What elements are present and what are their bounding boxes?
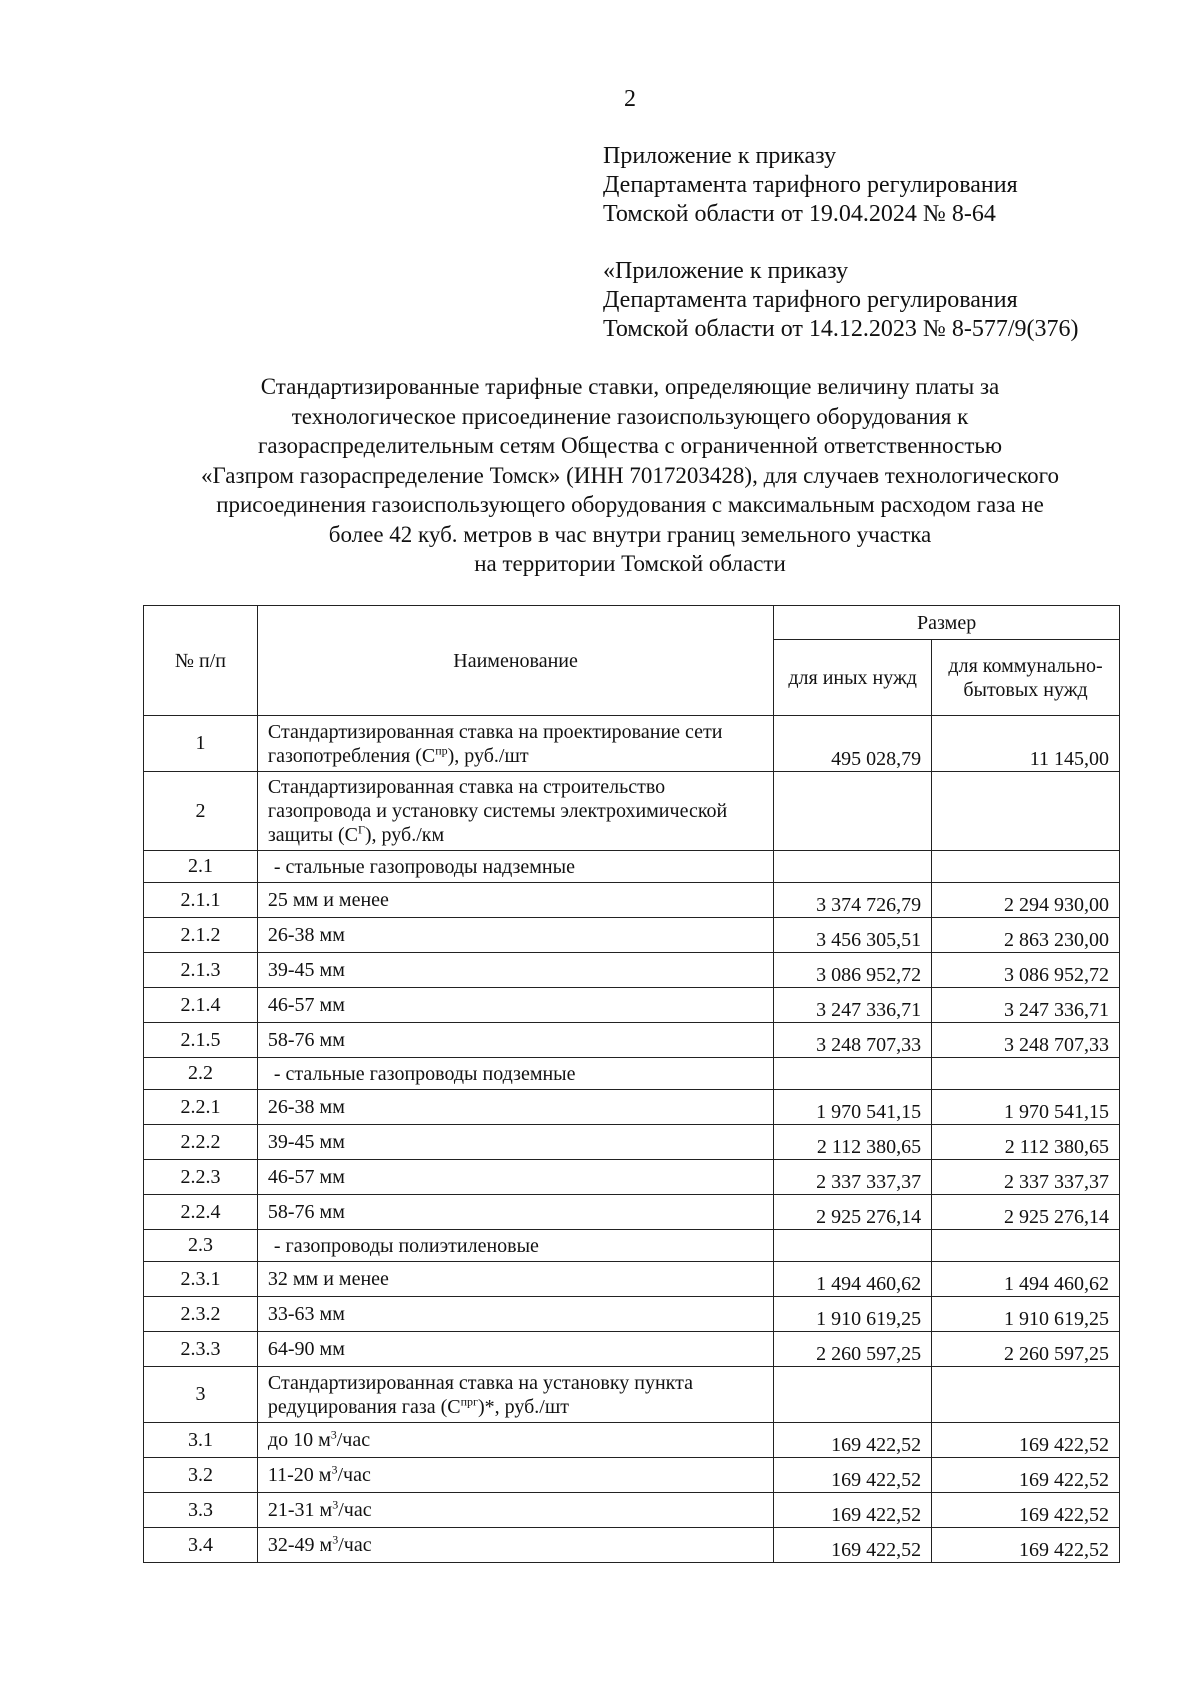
row-number: 2.2.4 bbox=[144, 1195, 258, 1230]
row-number: 2 bbox=[144, 772, 258, 851]
header-communal-needs: для коммунально-бытовых нужд bbox=[932, 640, 1120, 716]
row-number: 2.2 bbox=[144, 1058, 258, 1090]
appendix-line: Приложение к приказу bbox=[603, 143, 837, 169]
row-number: 3.1 bbox=[144, 1423, 258, 1458]
value-other: 2 337 337,37 bbox=[774, 1160, 932, 1195]
row-name: 33-63 мм bbox=[257, 1297, 773, 1332]
row-name: 25 мм и менее bbox=[257, 883, 773, 918]
row-number: 2.1.4 bbox=[144, 988, 258, 1023]
value-other: 3 247 336,71 bbox=[774, 988, 932, 1023]
table-row bbox=[144, 1160, 1120, 1195]
table-row bbox=[144, 1297, 1120, 1332]
row-name: - газопроводы полиэтиленовые bbox=[257, 1230, 773, 1262]
value-communal: 2 863 230,00 bbox=[932, 918, 1120, 953]
value-communal bbox=[932, 1058, 1120, 1090]
value-other bbox=[774, 851, 932, 883]
table-row bbox=[144, 953, 1120, 988]
table-row bbox=[144, 988, 1120, 1023]
table-row bbox=[144, 1367, 1120, 1423]
value-other: 169 422,52 bbox=[774, 1493, 932, 1528]
value-communal: 3 086 952,72 bbox=[932, 953, 1120, 988]
value-other: 2 925 276,14 bbox=[774, 1195, 932, 1230]
header-other-needs: для иных нужд bbox=[774, 640, 932, 716]
title-line: Стандартизированные тарифные ставки, определяющие величину платы за bbox=[260, 374, 1000, 399]
value-communal: 2 337 337,37 bbox=[932, 1160, 1120, 1195]
value-other: 1 970 541,15 bbox=[774, 1090, 932, 1125]
row-number: 2.3.2 bbox=[144, 1297, 258, 1332]
value-communal: 1 910 619,25 bbox=[932, 1297, 1120, 1332]
row-number: 2.3.1 bbox=[144, 1262, 258, 1297]
value-other: 495 028,79 bbox=[774, 716, 932, 772]
value-other: 169 422,52 bbox=[774, 1458, 932, 1493]
row-name: 39-45 мм bbox=[257, 953, 773, 988]
document-title bbox=[140, 372, 1120, 579]
title-line: газораспределительным сетям Общества с ограниченной ответственностью bbox=[257, 433, 1003, 458]
value-communal: 169 422,52 bbox=[932, 1423, 1120, 1458]
row-name: Стандартизированная ставка на строительство газопровода и установку системы электрохимической защиты $(С^Г)$, руб./км bbox=[257, 772, 773, 851]
row-name: 26-38 мм bbox=[257, 918, 773, 953]
table-row bbox=[144, 918, 1120, 953]
value-communal: 1 494 460,62 bbox=[932, 1262, 1120, 1297]
table-row bbox=[144, 1528, 1120, 1563]
title-line: более 42 куб. метров в час внутри границ земельного участка bbox=[328, 521, 932, 547]
value-communal: 1 970 541,15 bbox=[932, 1090, 1120, 1125]
value-communal bbox=[932, 772, 1120, 851]
page-number: 2 bbox=[624, 86, 636, 112]
value-communal: 3 248 707,33 bbox=[932, 1023, 1120, 1058]
table-row bbox=[144, 1458, 1120, 1493]
value-other: 169 422,52 bbox=[774, 1528, 932, 1563]
title-line: «Газпром газораспределение Томск» (ИНН 7017203428), для случаев технологического bbox=[201, 462, 1059, 488]
value-other bbox=[774, 1058, 932, 1090]
table-row bbox=[144, 1125, 1120, 1160]
value-communal: 2 925 276,14 bbox=[932, 1195, 1120, 1230]
value-other: 169 422,52 bbox=[774, 1423, 932, 1458]
value-other: 3 248 707,33 bbox=[774, 1023, 932, 1058]
value-other bbox=[774, 772, 932, 851]
appendix-line: «Приложение к приказу bbox=[603, 258, 849, 284]
table-row bbox=[144, 1423, 1120, 1458]
appendix-line: Департамента тарифного регулирования bbox=[603, 287, 1018, 313]
row-number: 3.3 bbox=[144, 1493, 258, 1528]
value-communal: 169 422,52 bbox=[932, 1458, 1120, 1493]
appendix-line: Департамента тарифного регулирования bbox=[603, 172, 1018, 198]
header-name: Наименование bbox=[257, 606, 773, 716]
row-number: 2.2.2 bbox=[144, 1125, 258, 1160]
row-number: 2.3 bbox=[144, 1230, 258, 1262]
header-number: № п/п bbox=[144, 606, 258, 716]
value-communal bbox=[932, 851, 1120, 883]
table-row bbox=[144, 772, 1120, 851]
table-row bbox=[144, 1230, 1120, 1262]
row-number: 3.4 bbox=[144, 1528, 258, 1563]
row-name: 21-31 $м^3$/час bbox=[257, 1493, 773, 1528]
row-name: - стальные газопроводы подземные bbox=[257, 1058, 773, 1090]
value-communal: 169 422,52 bbox=[932, 1493, 1120, 1528]
title-line: присоединения газоиспользующего оборудования с максимальным расходом газа не bbox=[216, 492, 1044, 517]
value-communal bbox=[932, 1230, 1120, 1262]
value-communal: 11 145,00 bbox=[932, 716, 1120, 772]
header-size: Размер bbox=[774, 606, 1120, 640]
value-communal: 2 294 930,00 bbox=[932, 883, 1120, 918]
row-name: Стандартизированная ставка на установку пункта редуцирования газа $(С^{прг})*$, руб./шт bbox=[257, 1367, 773, 1423]
appendix-line: Томской области от 14.12.2023 № 8-577/9(376) bbox=[603, 316, 1079, 342]
table-row bbox=[144, 716, 1120, 772]
title-line: на территории Томской области bbox=[474, 551, 786, 576]
value-other: 3 456 305,51 bbox=[774, 918, 932, 953]
row-number: 2.1.3 bbox=[144, 953, 258, 988]
table-row bbox=[144, 1023, 1120, 1058]
appendix-header-current bbox=[603, 142, 1018, 229]
value-communal bbox=[932, 1367, 1120, 1423]
row-number: 2.2.1 bbox=[144, 1090, 258, 1125]
value-other: 3 086 952,72 bbox=[774, 953, 932, 988]
value-communal: 2 260 597,25 bbox=[932, 1332, 1120, 1367]
value-other bbox=[774, 1367, 932, 1423]
row-name: 46-57 мм bbox=[257, 1160, 773, 1195]
appendix-line: Томской области от 19.04.2024 № 8-64 bbox=[603, 201, 996, 227]
value-communal: 169 422,52 bbox=[932, 1528, 1120, 1563]
row-name: 32-49 $м^3$/час bbox=[257, 1528, 773, 1563]
row-number: 2.1.5 bbox=[144, 1023, 258, 1058]
row-number: 2.1.1 bbox=[144, 883, 258, 918]
row-number: 3 bbox=[144, 1367, 258, 1423]
row-name: 46-57 мм bbox=[257, 988, 773, 1023]
value-other: 3 374 726,79 bbox=[774, 883, 932, 918]
tariff-table bbox=[143, 605, 1120, 1563]
row-number: 3.2 bbox=[144, 1458, 258, 1493]
row-name: - стальные газопроводы надземные bbox=[257, 851, 773, 883]
row-number: 2.1 bbox=[144, 851, 258, 883]
row-name: 11-20 $м^3$/час bbox=[257, 1458, 773, 1493]
value-communal: 3 247 336,71 bbox=[932, 988, 1120, 1023]
row-name: 26-38 мм bbox=[257, 1090, 773, 1125]
table-row bbox=[144, 1195, 1120, 1230]
value-other: 2 112 380,65 bbox=[774, 1125, 932, 1160]
value-other: 2 260 597,25 bbox=[774, 1332, 932, 1367]
table-row bbox=[144, 883, 1120, 918]
table-row bbox=[144, 1493, 1120, 1528]
row-name: 58-76 мм bbox=[257, 1023, 773, 1058]
value-communal: 2 112 380,65 bbox=[932, 1125, 1120, 1160]
row-name: до 10 $м^3$/час bbox=[257, 1423, 773, 1458]
table-row bbox=[144, 1262, 1120, 1297]
table-row bbox=[144, 851, 1120, 883]
row-number: 1 bbox=[144, 716, 258, 772]
row-name: Стандартизированная ставка на проектирование сети газопотребления $(С^{пр})$, руб./шт bbox=[257, 716, 773, 772]
table-row bbox=[144, 1058, 1120, 1090]
value-other: 1 910 619,25 bbox=[774, 1297, 932, 1332]
row-number: 2.3.3 bbox=[144, 1332, 258, 1367]
row-number: 2.1.2 bbox=[144, 918, 258, 953]
row-name: 64-90 мм bbox=[257, 1332, 773, 1367]
appendix-header-original bbox=[603, 257, 1078, 344]
row-number: 2.2.3 bbox=[144, 1160, 258, 1195]
row-name: 32 мм и менее bbox=[257, 1262, 773, 1297]
row-name: 58-76 мм bbox=[257, 1195, 773, 1230]
value-other: 1 494 460,62 bbox=[774, 1262, 932, 1297]
table-row bbox=[144, 1090, 1120, 1125]
title-line: технологическое присоединение газоиспользующего оборудования к bbox=[291, 403, 969, 429]
value-other bbox=[774, 1230, 932, 1262]
row-name: 39-45 мм bbox=[257, 1125, 773, 1160]
table-row bbox=[144, 1332, 1120, 1367]
